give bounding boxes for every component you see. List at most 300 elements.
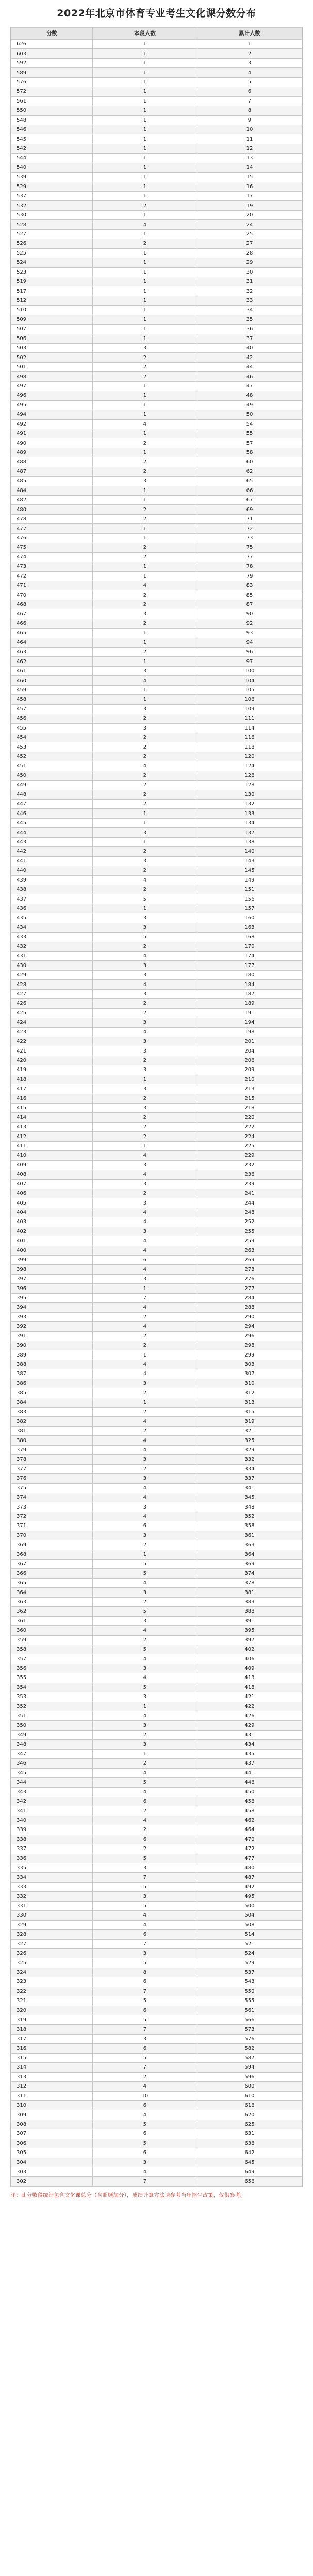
cell-score: 342 <box>11 1797 93 1806</box>
table-row <box>11 1939 302 1948</box>
table-row <box>11 277 302 286</box>
cell-score: 445 <box>11 818 93 827</box>
cell-score: 494 <box>11 410 93 419</box>
cell-segment-count: 6 <box>92 1977 197 1987</box>
cell-cumulative-count: 244 <box>197 1198 302 1208</box>
cell-cumulative-count: 391 <box>197 1616 302 1625</box>
table-row <box>11 742 302 752</box>
cell-score: 350 <box>11 1721 93 1730</box>
table-row <box>11 1787 302 1797</box>
cell-score: 319 <box>11 2015 93 2025</box>
cell-cumulative-count: 17 <box>197 192 302 201</box>
table-row <box>11 781 302 790</box>
table-row <box>11 885 302 894</box>
cell-cumulative-count: 625 <box>197 2120 302 2129</box>
cell-segment-count: 7 <box>92 2025 197 2034</box>
cell-segment-count: 3 <box>92 923 197 932</box>
cell-score: 484 <box>11 486 93 495</box>
cell-segment-count: 4 <box>92 1246 197 1255</box>
cell-segment-count: 3 <box>92 2158 197 2167</box>
cell-segment-count: 3 <box>92 961 197 970</box>
table-row <box>11 344 302 353</box>
cell-segment-count: 1 <box>92 638 197 647</box>
cell-score: 415 <box>11 1104 93 1113</box>
cell-score: 404 <box>11 1208 93 1217</box>
cell-cumulative-count: 369 <box>197 1560 302 1569</box>
cell-score: 452 <box>11 752 93 761</box>
cell-segment-count: 3 <box>92 1531 197 1540</box>
cell-segment-count: 1 <box>92 248 197 258</box>
table-row <box>11 1806 302 1816</box>
cell-segment-count: 3 <box>92 1863 197 1873</box>
table-row <box>11 629 302 638</box>
cell-segment-count: 1 <box>92 125 197 134</box>
cell-cumulative-count: 521 <box>197 1939 302 1948</box>
cell-cumulative-count: 13 <box>197 154 302 163</box>
table-row <box>11 1160 302 1170</box>
cell-segment-count: 1 <box>92 381 197 391</box>
cell-cumulative-count: 550 <box>197 1987 302 1996</box>
cell-segment-count: 2 <box>92 619 197 628</box>
cell-cumulative-count: 248 <box>197 1208 302 1217</box>
cell-score: 478 <box>11 514 93 523</box>
cell-segment-count: 2 <box>92 2072 197 2081</box>
table-row <box>11 1360 302 1369</box>
cell-segment-count: 3 <box>92 1692 197 1702</box>
table-row <box>11 2015 302 2025</box>
cell-score: 326 <box>11 1948 93 1958</box>
cell-segment-count: 5 <box>92 1607 197 1616</box>
table-row <box>11 1331 302 1341</box>
cell-cumulative-count: 204 <box>197 1046 302 1056</box>
cell-score: 400 <box>11 1246 93 1255</box>
table-row <box>11 894 302 904</box>
cell-segment-count: 1 <box>92 182 197 191</box>
cell-segment-count: 2 <box>92 1806 197 1816</box>
cell-cumulative-count: 30 <box>197 267 302 277</box>
cell-cumulative-count: 437 <box>197 1759 302 1768</box>
table-row <box>11 1227 302 1236</box>
cell-cumulative-count: 236 <box>197 1170 302 1179</box>
cell-cumulative-count: 180 <box>197 970 302 979</box>
cell-score: 472 <box>11 571 93 581</box>
cell-score: 316 <box>11 2044 93 2053</box>
table-row <box>11 1578 302 1587</box>
cell-score: 544 <box>11 154 93 163</box>
cell-segment-count: 2 <box>92 790 197 799</box>
cell-cumulative-count: 137 <box>197 828 302 837</box>
cell-segment-count: 4 <box>92 1578 197 1587</box>
column-header-cumulative-count: 累计人数 <box>197 28 302 40</box>
table-row <box>11 676 302 685</box>
cell-score: 475 <box>11 543 93 552</box>
cell-cumulative-count: 426 <box>197 1711 302 1721</box>
table-row <box>11 1749 302 1758</box>
cell-score: 548 <box>11 115 93 125</box>
cell-score: 417 <box>11 1084 93 1094</box>
cell-cumulative-count: 337 <box>197 1474 302 1483</box>
cell-cumulative-count: 34 <box>197 306 302 315</box>
cell-segment-count: 1 <box>92 87 197 96</box>
cell-cumulative-count: 138 <box>197 837 302 846</box>
table-row <box>11 1616 302 1625</box>
table-row <box>11 40 302 49</box>
table-row <box>11 1645 302 1654</box>
cell-segment-count: 3 <box>92 1160 197 1170</box>
cell-score: 336 <box>11 1854 93 1863</box>
cell-segment-count: 5 <box>92 1996 197 2006</box>
cell-cumulative-count: 288 <box>197 1303 302 1312</box>
cell-score: 352 <box>11 1702 93 1711</box>
cell-cumulative-count: 3 <box>197 58 302 67</box>
table-row <box>11 837 302 846</box>
cell-cumulative-count: 263 <box>197 1246 302 1255</box>
table-row <box>11 1436 302 1445</box>
table-row <box>11 1493 302 1502</box>
cell-segment-count: 4 <box>92 419 197 429</box>
cell-cumulative-count: 156 <box>197 894 302 904</box>
table-row <box>11 1863 302 1873</box>
cell-score: 365 <box>11 1578 93 1587</box>
cell-segment-count: 4 <box>92 1920 197 1929</box>
table-row <box>11 1892 302 1901</box>
cell-segment-count: 4 <box>92 1483 197 1493</box>
cell-segment-count: 2 <box>92 733 197 742</box>
cell-score: 468 <box>11 600 93 609</box>
table-row <box>11 1635 302 1645</box>
cell-segment-count: 2 <box>92 1759 197 1768</box>
cell-segment-count: 1 <box>92 629 197 638</box>
cell-cumulative-count: 431 <box>197 1730 302 1739</box>
table-row <box>11 1046 302 1056</box>
table-row <box>11 1968 302 1977</box>
cell-cumulative-count: 160 <box>197 913 302 923</box>
cell-cumulative-count: 31 <box>197 277 302 286</box>
cell-score: 482 <box>11 496 93 505</box>
table-row <box>11 1816 302 1825</box>
cell-segment-count: 7 <box>92 2177 197 2186</box>
cell-segment-count: 4 <box>92 1369 197 1379</box>
cell-score: 471 <box>11 581 93 590</box>
cell-segment-count: 5 <box>92 1901 197 1910</box>
cell-score: 438 <box>11 885 93 894</box>
cell-score: 399 <box>11 1256 93 1265</box>
cell-segment-count: 2 <box>92 457 197 467</box>
cell-score: 388 <box>11 1360 93 1369</box>
table-row <box>11 1550 302 1559</box>
table-row <box>11 1721 302 1730</box>
cell-cumulative-count: 587 <box>197 2053 302 2062</box>
cell-segment-count: 4 <box>92 952 197 961</box>
cell-cumulative-count: 194 <box>197 1018 302 1027</box>
cell-segment-count: 2 <box>92 714 197 723</box>
table-row <box>11 952 302 961</box>
cell-cumulative-count: 177 <box>197 961 302 970</box>
table-row <box>11 410 302 419</box>
cell-segment-count: 7 <box>92 1987 197 1996</box>
table-row <box>11 49 302 58</box>
cell-score: 374 <box>11 1493 93 1502</box>
cell-segment-count: 1 <box>92 486 197 495</box>
cell-score: 310 <box>11 2100 93 2110</box>
cell-segment-count: 1 <box>92 1702 197 1711</box>
cell-cumulative-count: 218 <box>197 1104 302 1113</box>
table-row <box>11 552 302 562</box>
cell-cumulative-count: 87 <box>197 600 302 609</box>
cell-cumulative-count: 104 <box>197 676 302 685</box>
table-row <box>11 486 302 495</box>
cell-score: 380 <box>11 1436 93 1445</box>
cell-score: 442 <box>11 847 93 856</box>
table-row <box>11 58 302 67</box>
cell-cumulative-count: 25 <box>197 229 302 239</box>
cell-score: 523 <box>11 267 93 277</box>
cell-score: 370 <box>11 1531 93 1540</box>
cell-score: 408 <box>11 1170 93 1179</box>
cell-cumulative-count: 60 <box>197 457 302 467</box>
cell-cumulative-count: 576 <box>197 2034 302 2043</box>
cell-segment-count: 2 <box>92 505 197 514</box>
cell-segment-count: 1 <box>92 657 197 666</box>
cell-segment-count: 1 <box>92 40 197 49</box>
cell-segment-count: 4 <box>92 1208 197 1217</box>
table-row <box>11 913 302 923</box>
cell-segment-count: 4 <box>92 1673 197 1683</box>
cell-score: 449 <box>11 781 93 790</box>
cell-score: 491 <box>11 429 93 438</box>
cell-score: 603 <box>11 49 93 58</box>
cell-cumulative-count: 458 <box>197 1806 302 1816</box>
table-row <box>11 1293 302 1302</box>
cell-score: 371 <box>11 1521 93 1531</box>
cell-segment-count: 1 <box>92 134 197 144</box>
cell-segment-count: 1 <box>92 68 197 77</box>
cell-segment-count: 1 <box>92 524 197 533</box>
cell-cumulative-count: 348 <box>197 1502 302 1512</box>
cell-score: 337 <box>11 1844 93 1854</box>
cell-score: 309 <box>11 2110 93 2120</box>
cell-score: 343 <box>11 1787 93 1797</box>
cell-segment-count: 1 <box>92 229 197 239</box>
cell-cumulative-count: 273 <box>197 1265 302 1274</box>
cell-segment-count: 1 <box>92 429 197 438</box>
cell-segment-count: 4 <box>92 2110 197 2120</box>
cell-cumulative-count: 361 <box>197 1531 302 1540</box>
table-row <box>11 1759 302 1768</box>
table-row <box>11 239 302 248</box>
cell-cumulative-count: 130 <box>197 790 302 799</box>
cell-cumulative-count: 67 <box>197 496 302 505</box>
cell-score: 344 <box>11 1778 93 1787</box>
cell-segment-count: 2 <box>92 1056 197 1065</box>
table-row <box>11 1797 302 1806</box>
cell-score: 349 <box>11 1730 93 1739</box>
cell-score: 339 <box>11 1825 93 1835</box>
cell-cumulative-count: 232 <box>197 1160 302 1170</box>
cell-score: 467 <box>11 609 93 619</box>
cell-segment-count: 7 <box>92 1873 197 1882</box>
cell-segment-count: 2 <box>92 1408 197 1417</box>
table-row <box>11 1189 302 1198</box>
cell-cumulative-count: 15 <box>197 173 302 182</box>
cell-score: 389 <box>11 1350 93 1360</box>
cell-segment-count: 4 <box>92 1217 197 1227</box>
table-row <box>11 619 302 628</box>
cell-score: 490 <box>11 438 93 448</box>
table-row <box>11 192 302 201</box>
cell-segment-count: 1 <box>92 258 197 267</box>
table-row <box>11 125 302 134</box>
table-row <box>11 1027 302 1037</box>
table-row <box>11 1426 302 1435</box>
cell-score: 345 <box>11 1768 93 1777</box>
cell-cumulative-count: 133 <box>197 809 302 818</box>
table-row <box>11 2006 302 2015</box>
cell-score: 480 <box>11 505 93 514</box>
cell-cumulative-count: 381 <box>197 1588 302 1597</box>
table-row <box>11 2053 302 2062</box>
cell-score: 356 <box>11 1664 93 1673</box>
table-row <box>11 2025 302 2034</box>
cell-score: 427 <box>11 989 93 998</box>
table-row <box>11 77 302 87</box>
table-row <box>11 923 302 932</box>
cell-segment-count: 2 <box>92 847 197 856</box>
table-row <box>11 87 302 96</box>
table-row <box>11 267 302 277</box>
cell-score: 346 <box>11 1759 93 1768</box>
cell-segment-count: 3 <box>92 989 197 998</box>
cell-cumulative-count: 215 <box>197 1094 302 1103</box>
cell-cumulative-count: 33 <box>197 296 302 305</box>
cell-segment-count: 2 <box>92 1094 197 1103</box>
table-row <box>11 154 302 163</box>
cell-cumulative-count: 649 <box>197 2167 302 2177</box>
table-row <box>11 467 302 476</box>
cell-score: 477 <box>11 524 93 533</box>
table-row <box>11 2139 302 2148</box>
cell-score: 306 <box>11 2139 93 2148</box>
table-row <box>11 1882 302 1891</box>
cell-cumulative-count: 5 <box>197 77 302 87</box>
cell-score: 341 <box>11 1806 93 1816</box>
table-row <box>11 1835 302 1844</box>
cell-cumulative-count: 57 <box>197 438 302 448</box>
cell-score: 394 <box>11 1303 93 1312</box>
cell-score: 305 <box>11 2148 93 2158</box>
table-row <box>11 1312 302 1321</box>
cell-segment-count: 5 <box>92 1683 197 1692</box>
cell-score: 545 <box>11 134 93 144</box>
cell-segment-count: 5 <box>92 1569 197 1578</box>
cell-cumulative-count: 422 <box>197 1702 302 1711</box>
cell-cumulative-count: 620 <box>197 2110 302 2120</box>
cell-cumulative-count: 210 <box>197 1075 302 1084</box>
cell-segment-count: 7 <box>92 1939 197 1948</box>
cell-segment-count: 1 <box>92 837 197 846</box>
cell-cumulative-count: 537 <box>197 1968 302 1977</box>
table-row <box>11 400 302 410</box>
cell-score: 420 <box>11 1056 93 1065</box>
cell-segment-count: 2 <box>92 781 197 790</box>
table-row <box>11 477 302 486</box>
cell-score: 550 <box>11 106 93 115</box>
table-row <box>11 1151 302 1160</box>
cell-cumulative-count: 73 <box>197 533 302 543</box>
cell-cumulative-count: 229 <box>197 1151 302 1160</box>
cell-score: 529 <box>11 182 93 191</box>
cell-score: 421 <box>11 1046 93 1056</box>
table-row <box>11 1170 302 1179</box>
cell-score: 457 <box>11 704 93 714</box>
cell-cumulative-count: 307 <box>197 1369 302 1379</box>
cell-segment-count: 3 <box>92 856 197 866</box>
cell-cumulative-count: 495 <box>197 1892 302 1901</box>
cell-cumulative-count: 49 <box>197 400 302 410</box>
cell-cumulative-count: 94 <box>197 638 302 647</box>
table-row <box>11 419 302 429</box>
cell-score: 338 <box>11 1835 93 1844</box>
cell-segment-count: 5 <box>92 1882 197 1891</box>
cell-segment-count: 2 <box>92 885 197 894</box>
cell-cumulative-count: 222 <box>197 1122 302 1131</box>
cell-segment-count: 4 <box>92 1265 197 1274</box>
cell-score: 357 <box>11 1654 93 1664</box>
cell-score: 307 <box>11 2129 93 2139</box>
cell-score: 424 <box>11 1018 93 1027</box>
cell-segment-count: 2 <box>92 467 197 476</box>
cell-cumulative-count: 151 <box>197 885 302 894</box>
cell-cumulative-count: 46 <box>197 372 302 381</box>
cell-cumulative-count: 174 <box>197 952 302 961</box>
table-row <box>11 334 302 343</box>
cell-cumulative-count: 321 <box>197 1426 302 1435</box>
cell-cumulative-count: 310 <box>197 1379 302 1388</box>
cell-cumulative-count: 325 <box>197 1436 302 1445</box>
cell-segment-count: 3 <box>92 1227 197 1236</box>
table-row <box>11 258 302 267</box>
cell-segment-count: 3 <box>92 970 197 979</box>
cell-cumulative-count: 555 <box>197 1996 302 2006</box>
table-row <box>11 790 302 799</box>
cell-cumulative-count: 118 <box>197 742 302 752</box>
cell-segment-count: 2 <box>92 543 197 552</box>
cell-score: 348 <box>11 1740 93 1749</box>
cell-score: 411 <box>11 1141 93 1150</box>
cell-segment-count: 3 <box>92 609 197 619</box>
cell-cumulative-count: 75 <box>197 543 302 552</box>
cell-cumulative-count: 55 <box>197 429 302 438</box>
cell-score: 366 <box>11 1569 93 1578</box>
table-row <box>11 581 302 590</box>
cell-cumulative-count: 69 <box>197 505 302 514</box>
cell-score: 355 <box>11 1673 93 1683</box>
table-row <box>11 562 302 571</box>
cell-cumulative-count: 435 <box>197 1749 302 1758</box>
cell-cumulative-count: 543 <box>197 1977 302 1987</box>
cell-cumulative-count: 40 <box>197 344 302 353</box>
cell-score: 546 <box>11 125 93 134</box>
cell-score: 429 <box>11 970 93 979</box>
cell-segment-count: 2 <box>92 1825 197 1835</box>
cell-score: 537 <box>11 192 93 201</box>
table-row <box>11 685 302 694</box>
table-row <box>11 115 302 125</box>
cell-cumulative-count: 334 <box>197 1464 302 1473</box>
table-row <box>11 1284 302 1293</box>
cell-score: 418 <box>11 1075 93 1084</box>
cell-score: 487 <box>11 467 93 476</box>
